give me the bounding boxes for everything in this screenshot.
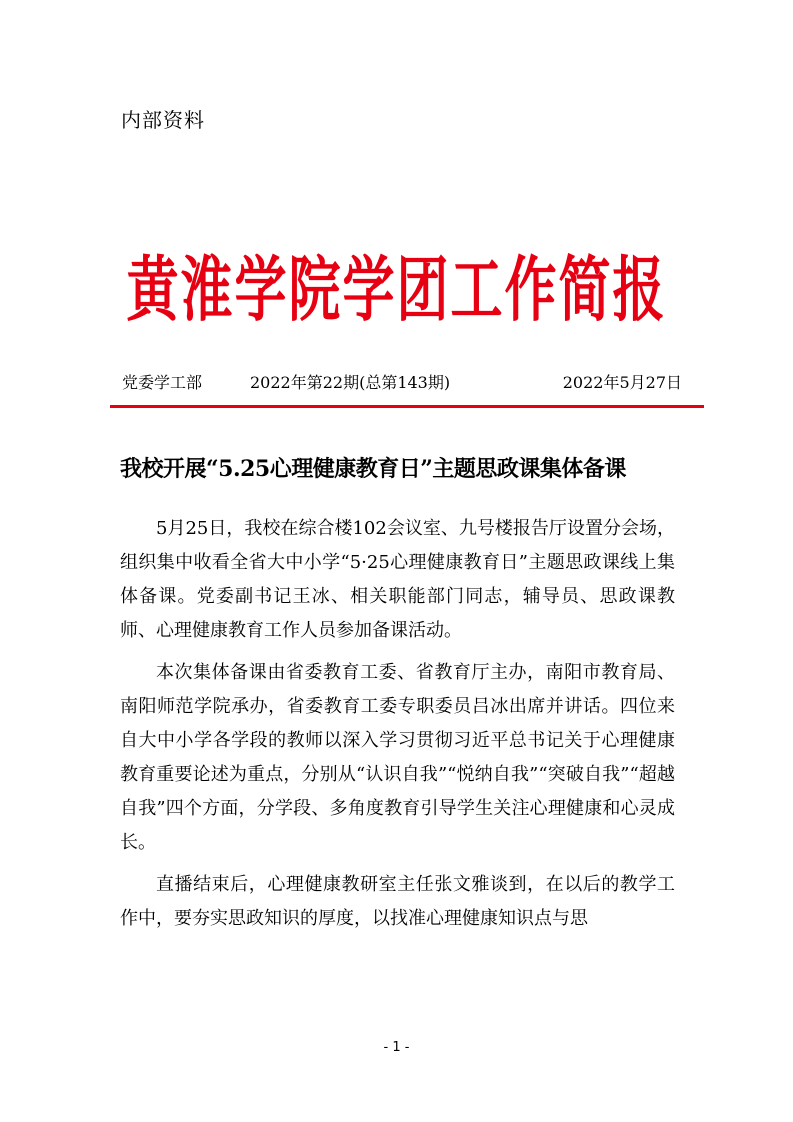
department-label: 党委学工部 <box>122 373 203 392</box>
page-number: - 1 - <box>383 1040 410 1055</box>
red-divider <box>110 405 704 408</box>
article-title: 我校开展“5.25心理健康教育日”主题思政课集体备课 <box>120 456 626 482</box>
internal-material-label: 内部资料 <box>121 108 205 132</box>
masthead-title: 黄淮学院学团工作简报 <box>126 249 667 332</box>
publish-date: 2022年5月27日 <box>562 373 682 392</box>
paragraph: 5月25日，我校在综合楼102会议室、九号楼报告厅设置分会场，组织集中收看全省大中小学“5·25心理健康教育日”主题思政课线上集体备课。党委副书记王冰、相关职能部门同志，辅导员、思政课教师、心理健康教育工作人员参加备课活动。 <box>120 518 675 641</box>
issue-info-line <box>122 370 682 394</box>
paragraph: 直播结束后，心理健康教研室主任张文雅谈到，在以后的教学工作中，要夯实思政知识的厚度，以找准心理健康知识点与思 <box>120 874 675 929</box>
issue-number: 2022年第22期(总第143期) <box>250 373 451 392</box>
paragraph: 本次集体备课由省委教育工委、省教育厅主办，南阳市教育局、南阳师范学院承办，省委教育工委专职委员吕冰出席并讲话。四位来自大中小学各学段的教师以深入学习贯彻习近平总书记关于心理健康教育重要论述为重点，分别从“认识自我”“悦纳自我”“突破自我”“超越自我”四个方面，分学段、多角度教育引导学生关注心理健康和心灵成长。 <box>120 662 675 853</box>
article-body <box>120 512 675 944</box>
